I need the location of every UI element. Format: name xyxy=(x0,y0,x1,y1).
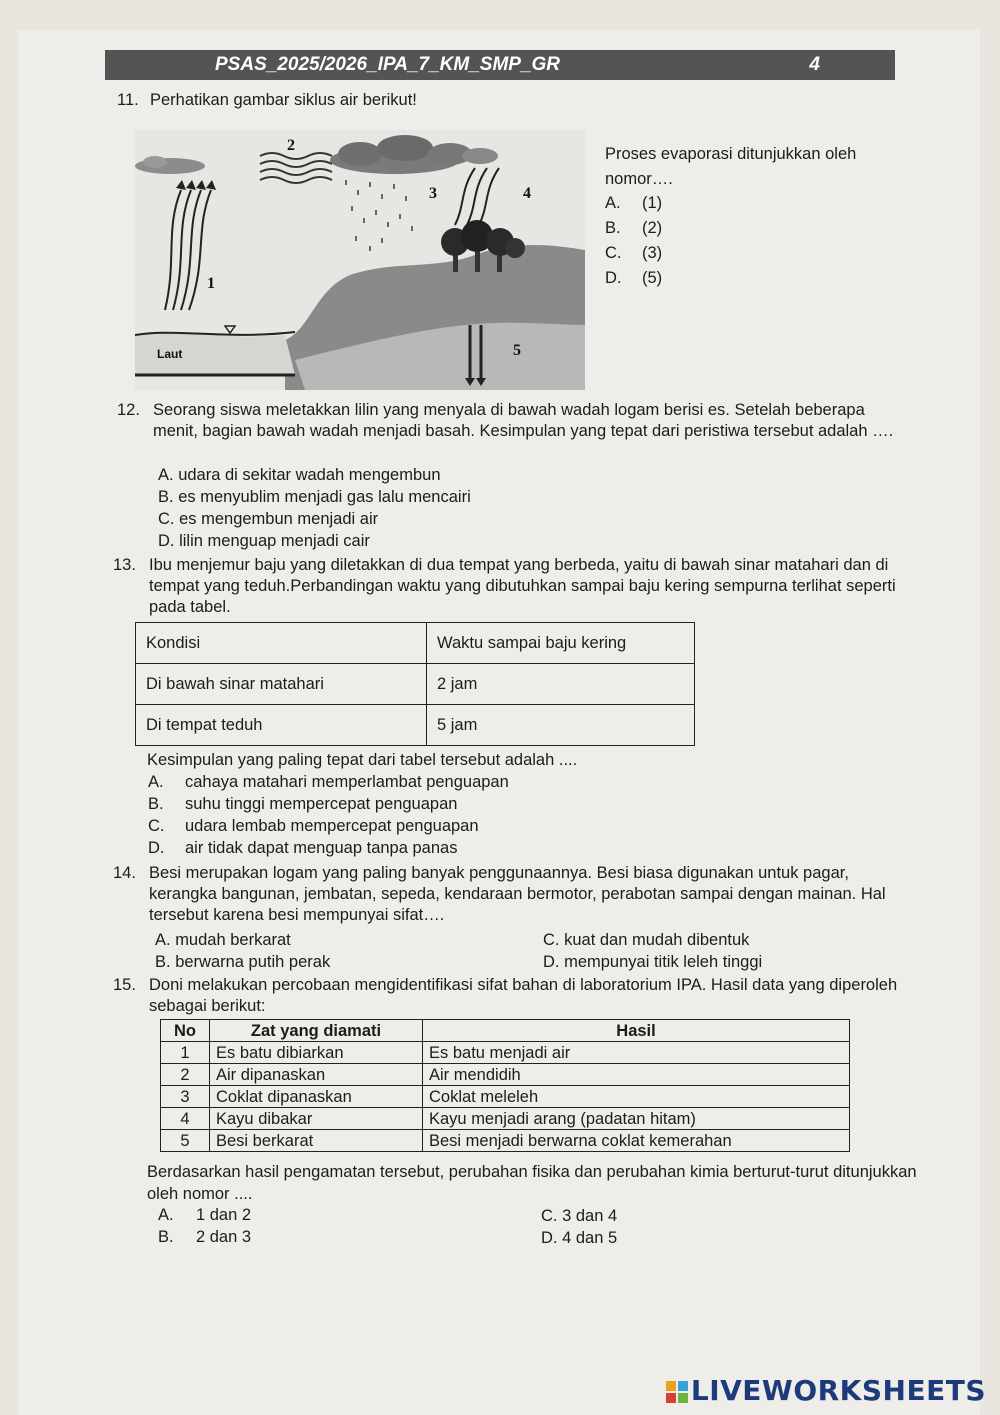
question-text: Besi merupakan logam yang paling banyak penggunaannya. Besi biasa digunakan untuk pagar, kerangka bangunan, jembatan, sepeda, kendaraan bermotor, perabotan sampai dengan mainan. Hal tersebut karena besi mempunyai sifat…. xyxy=(149,864,886,924)
label-4: 4 xyxy=(523,185,531,202)
question-number: 14. xyxy=(113,864,136,882)
water-cycle-figure xyxy=(135,130,585,390)
q12-option-c[interactable]: C. es mengembun menjadi air xyxy=(158,510,379,528)
q14-option-c[interactable]: C. kuat dan mudah dibentuk xyxy=(543,931,750,949)
q11-option-c[interactable]: C. (3) xyxy=(605,244,663,262)
page-header xyxy=(105,50,895,80)
question-text: Ibu menjemur baju yang diletakkan di dua tempat yang berbeda, yaitu di bawah sinar matahari dan di tempat yang teduh.Perbandingan waktu yang dibutuhkan sampai baju kering sempurna terlihat seperti pada tabel. xyxy=(149,556,896,616)
label-5: 5 xyxy=(513,342,521,359)
q13-option-a[interactable]: A. cahaya matahari memperlambat penguapan xyxy=(148,773,509,791)
q11-option-b[interactable]: B. (2) xyxy=(605,219,663,237)
question-number: 11. xyxy=(117,91,139,109)
table-row: 2 Air dipanaskan Air mendidih xyxy=(161,1064,850,1086)
table-row: 4 Kayu dibakar Kayu menjadi arang (padatan hitam) xyxy=(161,1108,850,1130)
label-2: 2 xyxy=(287,137,295,154)
table-header: Hasil xyxy=(423,1020,850,1042)
q13-table xyxy=(135,622,695,746)
table-header: Kondisi xyxy=(136,623,427,664)
q13-option-c[interactable]: C. udara lembab mempercepat penguapan xyxy=(148,817,479,835)
page-number: 4 xyxy=(809,54,820,75)
liveworksheets-logo[interactable]: LIVEWORKSHEETS xyxy=(666,1374,986,1407)
label-1: 1 xyxy=(207,275,215,292)
q15-option-a[interactable]: A. 1 dan 2 xyxy=(158,1206,252,1224)
q11-option-a[interactable]: A. (1) xyxy=(605,194,663,212)
question-number: 12. xyxy=(117,401,140,419)
q14-option-d[interactable]: D. mempunyai titik leleh tinggi xyxy=(543,953,763,971)
q11-prompt: Proses evaporasi ditunjukkan oleh nomor…. xyxy=(605,145,857,188)
q12-option-b[interactable]: B. es menyublim menjadi gas lalu mencairi xyxy=(158,488,471,506)
label-3: 3 xyxy=(429,185,437,202)
q15-conclusion: Berdasarkan hasil pengamatan tersebut, perubahan fisika dan perubahan kimia berturut-turut ditunjukkan oleh nomor .... xyxy=(147,1163,917,1203)
sea-label: Laut xyxy=(157,347,183,361)
table-row: 1 Es batu dibiarkan Es batu menjadi air xyxy=(161,1042,850,1064)
q15-option-b[interactable]: B. 2 dan 3 xyxy=(158,1228,252,1246)
q13-conclusion: Kesimpulan yang paling tepat dari tabel tersebut adalah .... xyxy=(147,751,578,769)
table-row: Di bawah sinar matahari 2 jam xyxy=(136,664,695,705)
question-text: Doni melakukan percobaan mengidentifikasi sifat bahan di laboratorium IPA. Hasil data yang diperoleh sebagai berikut: xyxy=(149,976,898,1015)
q14-option-a[interactable]: A. mudah berkarat xyxy=(155,931,291,949)
table-row: 3 Coklat dipanaskan Coklat meleleh xyxy=(161,1086,850,1108)
q13-option-d[interactable]: D. air tidak dapat menguap tanpa panas xyxy=(148,839,458,857)
question-number: 15. xyxy=(113,976,136,994)
q13-option-b[interactable]: B. suhu tinggi mempercepat penguapan xyxy=(148,795,458,813)
q15-table xyxy=(160,1019,850,1152)
q12-option-a[interactable]: A. udara di sekitar wadah mengembun xyxy=(158,466,441,484)
q11-option-d[interactable]: D. (5) xyxy=(605,269,663,287)
table-header: No xyxy=(161,1020,210,1042)
question-text: Seorang siswa meletakkan lilin yang menyala di bawah wadah logam berisi es. Setelah beberapa menit, bagian bawah wadah menjadi basah. Kesimpulan yang tepat dari peristiwa tersebut adalah …. xyxy=(153,401,894,440)
q12-option-d[interactable]: D. lilin menguap menjadi cair xyxy=(158,532,370,550)
table-row: Di tempat teduh 5 jam xyxy=(136,705,695,746)
q15-option-d[interactable]: D. 4 dan 5 xyxy=(541,1229,618,1247)
q15-option-c[interactable]: C. 3 dan 4 xyxy=(541,1207,618,1225)
question-text: Perhatikan gambar siklus air berikut! xyxy=(150,91,417,109)
liveworksheets-icon xyxy=(666,1381,688,1403)
question-number: 13. xyxy=(113,556,136,574)
q14-option-b[interactable]: B. berwarna putih perak xyxy=(155,953,331,971)
table-header: Zat yang diamati xyxy=(210,1020,423,1042)
table-header: Waktu sampai baju kering xyxy=(427,623,695,664)
exam-code: PSAS_2025/2026_IPA_7_KM_SMP_GR xyxy=(215,54,561,75)
table-row: 5 Besi berkarat Besi menjadi berwarna coklat kemerahan xyxy=(161,1130,850,1152)
